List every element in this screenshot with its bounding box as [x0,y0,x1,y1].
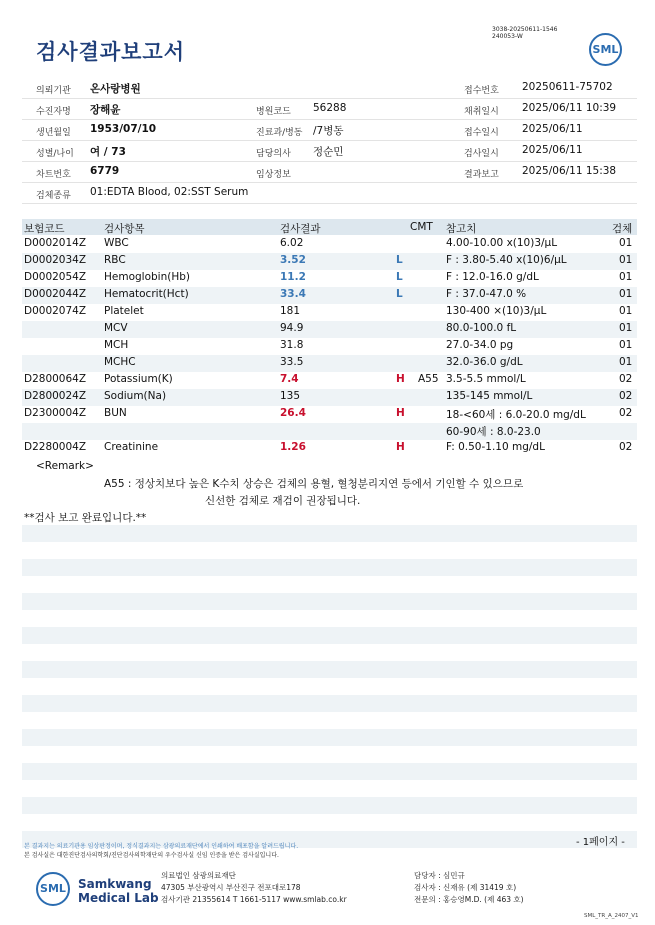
cmt-code: A55 [418,373,439,385]
specimen-value: 01:EDTA Blood, 02:SST Serum [90,186,249,198]
hospital-code-value: 56288 [313,102,347,114]
report-complete-text: **검사 보고 완료입니다.** [24,512,147,524]
receipt-no-value: 20250611-75702 [522,81,613,93]
empty-row-stripe [22,797,637,814]
specimen-code: 01 [619,271,633,283]
test-item: MCH [104,339,129,351]
remark-line-1: A55 : 정상치보다 높은 K수치 상승은 검체의 용혈, 혈청분리지연 등에서 기인할 수 있으므로 [104,478,524,490]
results-table-header: 보험코드 검사항목 검사결과 CMT 참고치 검체 [22,219,637,235]
sampling-value: 2025/06/11 10:39 [522,102,617,114]
specimen-code: 01 [619,288,633,300]
result-flag: L [396,288,403,300]
institution-value: 온사랑병원 [90,83,141,95]
test-item: WBC [104,237,129,249]
table-row [22,338,637,355]
table-row [22,406,637,423]
info-row-3: 생년월일 1953/07/10 진료과/병동 /7병동 접수일시 2025/06/11 [22,120,637,141]
document-id: 3038-20250611-1546 240053-W [492,26,558,40]
result-flag: H [396,441,405,453]
result-flag: L [396,254,403,266]
test-result: 11.2 [280,271,306,283]
notice-1: 본 결과지는 의료기관용 임상판정이며, 정식결과지는 삼광의료재단에서 인쇄하여 배포함을 알려드립니다. [24,843,299,850]
remark-line-2: 신선한 검체로 재검이 권장됩니다. [205,495,361,507]
reference-range: 4.00-10.00 x(10)3/μL [446,237,558,249]
footer-brand: Samkwang Medical Lab [78,877,159,905]
test-result: 3.52 [280,254,306,266]
test-result: 7.4 [280,373,299,385]
table-row [22,372,637,389]
insurance-code: D2800064Z [24,373,87,385]
page-title: 검사결과보고서 [36,40,186,64]
footer-address: 의료법인 삼광의료재단 47305 부산광역시 부산진구 전포대로178 검사기관 21355614 T 1661-5117 www.smlab.co.kr [161,871,347,904]
test-item: MCHC [104,356,136,368]
info-row-6: 검체종류 01:EDTA Blood, 02:SST Serum [22,183,637,204]
test-item: Platelet [104,305,144,317]
birth-value: 1953/07/10 [90,123,157,135]
report-value: 2025/06/11 15:38 [522,165,617,177]
info-row-5: 차트번호 6779 임상정보 결과보고 2025/06/11 15:38 [22,162,637,183]
patient-name: 장해윤 [90,104,121,116]
test-result: 31.8 [280,339,304,351]
test-result: 94.9 [280,322,304,334]
reference-range: 130-400 ×(10)3/μL [446,305,547,317]
test-result: 33.4 [280,288,306,300]
table-row [22,355,637,372]
remark-title: <Remark> [36,460,94,472]
test-result: 33.5 [280,356,304,368]
reference-range: F: 0.50-1.10 mg/dL [446,441,545,453]
result-flag: H [396,407,405,419]
table-row [22,389,637,406]
specimen-code: 01 [619,237,633,249]
footer-staff: 담당자 : 심민규 검사자 : 신재유 (제 31419 호) 전문의 : 홍승영M.D. (제 463 호) [414,871,524,904]
table-row [22,253,637,270]
specimen-code: 02 [619,390,633,402]
dept-value: /7병동 [313,125,344,137]
doctor-value: 정순민 [313,146,344,158]
notice-2: 본 검사실은 대한진단검사의학회/진단검사의학재단의 우수검사실 신임 인증을 받은 검사실입니다. [24,852,279,859]
empty-row-stripe [22,525,637,542]
insurance-code: D0002054Z [24,271,87,283]
insurance-code: D2300004Z [24,407,87,419]
specimen-code: 02 [619,441,633,453]
table-row [22,270,637,287]
receipt-date-value: 2025/06/11 [522,123,583,135]
reference-range: 32.0-36.0 g/dL [446,356,523,368]
info-row-4: 성별/나이 여 / 73 담당의사 정순민 검사일시 2025/06/11 [22,141,637,162]
table-row [22,321,637,338]
test-item: Hemoglobin(Hb) [104,271,191,283]
table-row [22,440,637,457]
specimen-code: 01 [619,322,633,334]
test-item: RBC [104,254,126,266]
reference-range: 18-<60세 : 6.0-20.0 mg/dL [446,409,586,421]
reference-range: F : 37.0-47.0 % [446,288,527,300]
reference-range: F : 3.80-5.40 x(10)6/μL [446,254,567,266]
reference-range: 60-90세 : 8.0-23.0 [446,426,541,438]
test-result: 26.4 [280,407,306,419]
test-result: 6.02 [280,237,304,249]
test-item: Hematocrit(Hct) [104,288,189,300]
chart-no-value: 6779 [90,165,120,177]
test-item: Sodium(Na) [104,390,167,402]
test-result: 1.26 [280,441,306,453]
reference-range: 3.5-5.5 mmol/L [446,373,526,385]
empty-row-stripe [22,559,637,576]
table-row [22,423,637,440]
sex-age-value: 여 / 73 [90,146,126,158]
exam-date-value: 2025/06/11 [522,144,583,156]
specimen-code: 01 [619,339,633,351]
result-flag: L [396,271,403,283]
specimen-code: 02 [619,373,633,385]
specimen-code: 01 [619,305,633,317]
test-result: 181 [280,305,301,317]
info-row-1: 의뢰기관 온사랑병원 접수번호 20250611-75702 [22,78,637,99]
insurance-code: D2280004Z [24,441,87,453]
empty-row-stripe [22,627,637,644]
sml-logo: SML [589,33,622,66]
info-row-2: 수진자명 장해윤 병원코드 56288 채취일시 2025/06/11 10:39 [22,99,637,120]
insurance-code: D0002034Z [24,254,87,266]
empty-row-stripe [22,661,637,678]
reference-range: F : 12.0-16.0 g/dL [446,271,539,283]
table-row [22,287,637,304]
reference-range: 80.0-100.0 fL [446,322,517,334]
specimen-code: 01 [619,254,633,266]
result-flag: H [396,373,405,385]
empty-row-stripe [22,763,637,780]
reference-range: 27.0-34.0 pg [446,339,514,351]
insurance-code: D0002014Z [24,237,87,249]
insurance-code: D0002074Z [24,305,87,317]
empty-row-stripe [22,593,637,610]
test-item: MCV [104,322,128,334]
specimen-code: 01 [619,356,633,368]
test-result: 135 [280,390,301,402]
test-item: BUN [104,407,127,419]
empty-row-stripe [22,695,637,712]
page-number: - 1페이지 - [576,837,625,848]
specimen-code: 02 [619,407,633,419]
test-item: Potassium(K) [104,373,173,385]
form-code: SML_TR_A_2407_V1 [584,913,639,919]
insurance-code: D2800024Z [24,390,87,402]
footer-sml-logo: SML [36,872,70,906]
insurance-code: D0002044Z [24,288,87,300]
table-row [22,236,637,253]
test-item: Creatinine [104,441,159,453]
reference-range: 135-145 mmol/L [446,390,533,402]
table-row [22,304,637,321]
empty-row-stripe [22,729,637,746]
